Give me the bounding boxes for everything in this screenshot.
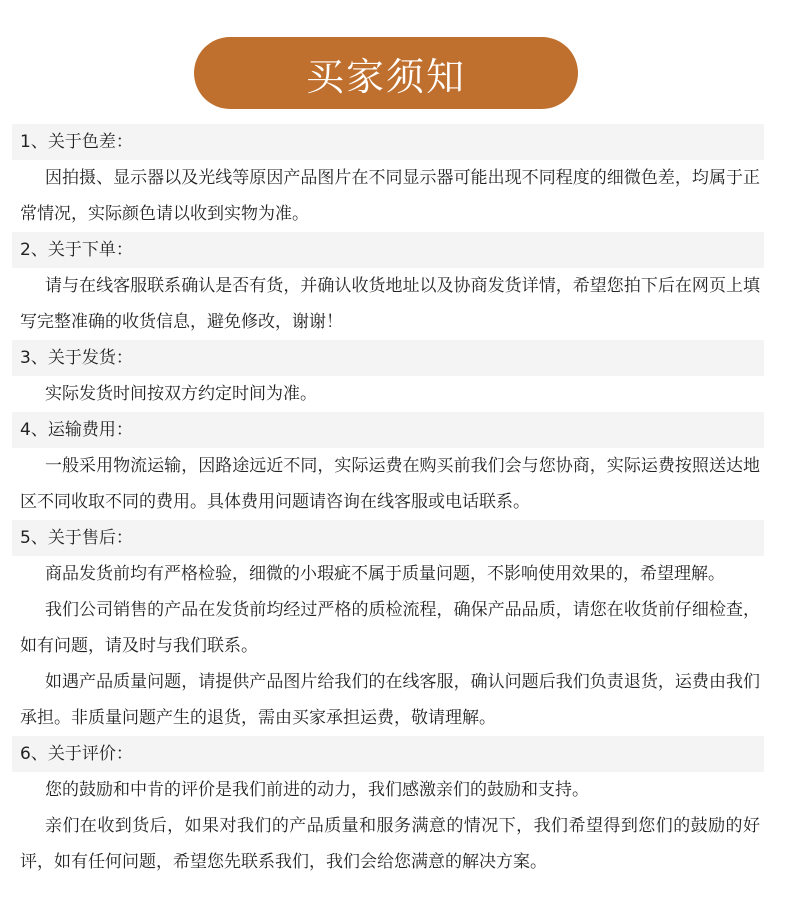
section-paragraph: 商品发货前均有严格检验，细微的小瑕疵不属于质量问题，不影响使用效果的，希望理解。 <box>45 564 725 584</box>
section-paragraph: 如遇产品质量问题，请提供产品图片给我们的在线客服，确认问题后我们负责退货，运费由我们承担。非质量问题产生的退货，需由买家承担运费，敬请理解。 <box>20 672 760 728</box>
notice-content <box>12 124 764 880</box>
section-paragraph: 您的鼓励和中肯的评价是我们前进的动力，我们感激亲们的鼓励和支持。 <box>45 780 589 800</box>
section-heading-reviews: 6、关于评价： <box>12 736 764 772</box>
section-heading-after-sales: 5、关于售后： <box>12 520 764 556</box>
section-heading-ordering: 2、关于下单： <box>12 232 764 268</box>
section-heading-color-difference: 1、关于色差： <box>12 124 764 160</box>
section-paragraph: 亲们在收到货后，如果对我们的产品质量和服务满意的情况下，我们希望得到您们的鼓励的好评，如有任何问题，希望您先联系我们，我们会给您满意的解决方案。 <box>20 816 760 872</box>
section-paragraph: 因拍摄、显示器以及光线等原因产品图片在不同显示器可能出现不同程度的细微色差，均属于正常情况，实际颜色请以收到实物为准。 <box>20 168 760 224</box>
section-paragraph: 一般采用物流运输，因路途远近不同，实际运费在购买前我们会与您协商，实际运费按照送达地区不同收取不同的费用。具体费用问题请咨询在线客服或电话联系。 <box>20 456 760 512</box>
section-paragraph: 请与在线客服联系确认是否有货，并确认收货地址以及协商发货详情，希望您拍下后在网页上填写完整准确的收货信息，避免修改，谢谢！ <box>20 276 760 332</box>
section-heading-freight-cost: 4、运输费用： <box>12 412 764 448</box>
title-banner <box>194 37 578 109</box>
page-title: 买家须知 <box>305 54 466 99</box>
section-heading-shipping: 3、关于发货： <box>12 340 764 376</box>
section-paragraph: 我们公司销售的产品在发货前均经过严格的质检流程，确保产品品质，请您在收货前仔细检查，如有问题，请及时与我们联系。 <box>20 600 760 656</box>
section-paragraph: 实际发货时间按双方约定时间为准。 <box>45 384 317 404</box>
